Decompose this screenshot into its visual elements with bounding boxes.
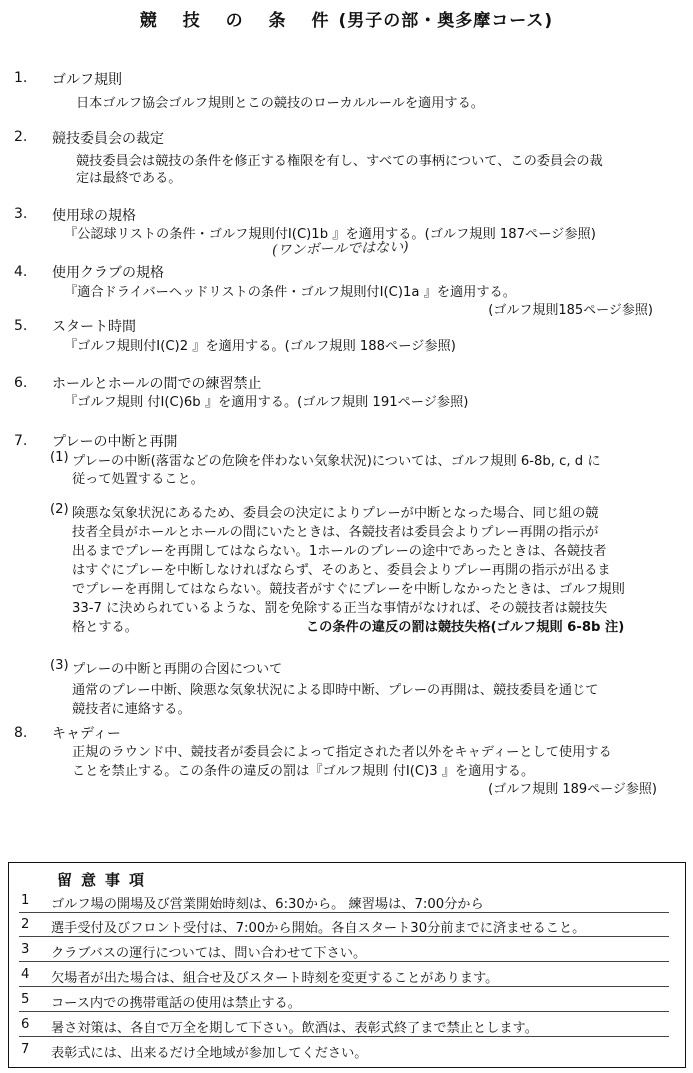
section-text: 『公認球リストの条件・ゴルフ規則付Ⅰ(C)1b 』を適用する。(ゴルフ規則 187ページ参照) — [64, 227, 596, 242]
penalty-note: この条件の違反の罰は競技失格(ゴルフ規則 6-8b 注) — [306, 620, 625, 635]
section-text: 正規のラウンド中、競技者が委員会によって指定された者以外をキャディーとして使用する — [72, 745, 612, 760]
note-number: 7 — [21, 1042, 30, 1057]
section-reference: (ゴルフ規則185ページ参照) — [488, 303, 653, 318]
note-number: 3 — [21, 942, 30, 957]
subitem-text: 険悪な気象状況にあるため、委員会の決定によりプレーが中断となった場合、同じ組の競 — [72, 506, 599, 521]
subitem-label: (2) — [50, 502, 69, 517]
note-text: コース内での携帯電話の使用は禁止する。 — [51, 996, 301, 1011]
title-main: 競 技 の 条 件 — [139, 11, 339, 31]
subitem-text: でプレーを再開してはならない。競技者がすぐにプレーを中断しなかったときは、ゴルフ規則 — [72, 582, 625, 597]
section-heading: ゴルフ規則 — [52, 72, 122, 88]
subitem-text: プレーの中断(落雷などの危険を伴わない気象状況)については、ゴルフ規則 6-8b, c, d に — [72, 454, 601, 469]
subitem-text: 33-7 に決められているような、罰を免除する正当な事情がなければ、その競技者は競技失 — [72, 601, 608, 616]
section-text: 定は最終である。 — [76, 171, 182, 186]
note-text: クラブバスの運行については、問い合わせて下さい。 — [51, 946, 367, 961]
section-text: 競技委員会は競技の条件を修正する権限を有し、すべての事柄について、この委員会の裁 — [76, 154, 603, 169]
section-text: 日本ゴルフ協会ゴルフ規則とこの競技のローカルルールを適用する。 — [76, 96, 484, 111]
note-divider — [19, 912, 669, 913]
section-heading: プレーの中断と再開 — [52, 434, 178, 450]
note-text: 表彰式には、出来るだけ全地域が参加してください。 — [51, 1046, 368, 1061]
note-divider — [19, 986, 669, 987]
title-sub: (男子の部・奥多摩コース) — [338, 11, 554, 31]
section-text: 『ゴルフ規則 付Ⅰ(C)6b 』を適用する。(ゴルフ規則 191ページ参照) — [64, 395, 469, 410]
section-number: 1. — [14, 70, 28, 86]
note-text: ゴルフ場の開場及び営業開始時刻は、6:30から。 練習場は、7:00分から — [51, 897, 484, 912]
note-number: 5 — [21, 992, 30, 1007]
section-number: 6. — [14, 375, 28, 391]
note-number: 6 — [21, 1017, 30, 1032]
note-text: 欠場者が出た場合は、組合せ及びスタート時刻を変更することがあります。 — [51, 971, 499, 986]
note-number: 4 — [21, 967, 30, 982]
subitem-heading: プレーの中断と再開の合図について — [72, 662, 283, 677]
section-number: 3. — [14, 206, 28, 222]
note-divider — [19, 961, 669, 962]
section-heading: 使用球の規格 — [52, 208, 136, 224]
notes-box — [8, 862, 686, 1068]
section-text: ことを禁止する。この条件の違反の罰は『ゴルフ規則 付Ⅰ(C)3 』を適用する。 — [72, 764, 535, 779]
note-text: 選手受付及びフロント受付は、7:00から開始。各自スタート30分前までに済ませること。 — [51, 921, 586, 936]
subitem-text: はすぐにプレーを中断しなければならず、そのあと、委員会よりプレー再開の指示が出るま — [72, 563, 611, 578]
subitem-text: 格とする。 — [72, 620, 138, 635]
page-title — [0, 6, 693, 31]
section-heading: スタート時間 — [52, 319, 136, 335]
subitem-text: 技者全員がホールとホールの間にいたときは、各競技者は委員会よりプレー再開の指示が — [72, 525, 599, 540]
subitem-text: 従って処置すること。 — [72, 472, 204, 487]
subitem-text: 出るまでプレーを再開してはならない。1ホールのプレーの途中であったときは、各競技者 — [72, 544, 607, 559]
subitem-text: 通常のプレー中断、険悪な気象状況による即時中断、プレーの再開は、競技委員を通じて — [72, 683, 599, 698]
section-reference: (ゴルフ規則 189ページ参照) — [488, 782, 657, 797]
section-heading: ホールとホールの間での練習禁止 — [52, 376, 262, 392]
subitem-label: (1) — [50, 450, 69, 465]
section-number: 2. — [14, 129, 28, 145]
subitem-text: 競技者に連絡する。 — [72, 702, 191, 717]
note-text: 暑さ対策は、各自で万全を期して下さい。飲酒は、表彰式終了まで禁止とします。 — [51, 1021, 538, 1036]
subitem-label: (3) — [50, 658, 69, 673]
note-number: 1 — [21, 893, 30, 908]
section-text: 『適合ドライバーヘッドリストの条件・ゴルフ規則付Ⅰ(C)1a 』を適用する。 — [64, 285, 516, 300]
section-text: 『ゴルフ規則付Ⅰ(C)2 』を適用する。(ゴルフ規則 188ページ参照) — [64, 339, 456, 354]
handwritten-annotation: (ワンボールではない) — [271, 239, 409, 259]
note-divider — [19, 1011, 669, 1012]
section-number: 4. — [14, 264, 28, 280]
section-heading: 競技委員会の裁定 — [52, 131, 164, 147]
section-number: 5. — [14, 318, 28, 334]
section-heading: キャディー — [52, 726, 121, 742]
section-number: 8. — [14, 725, 28, 741]
section-number: 7. — [14, 433, 28, 449]
note-divider — [19, 1036, 669, 1037]
notes-title: 留意事項 — [57, 871, 154, 889]
note-number: 2 — [21, 917, 30, 932]
note-divider — [19, 936, 669, 937]
section-heading: 使用クラブの規格 — [52, 265, 164, 281]
